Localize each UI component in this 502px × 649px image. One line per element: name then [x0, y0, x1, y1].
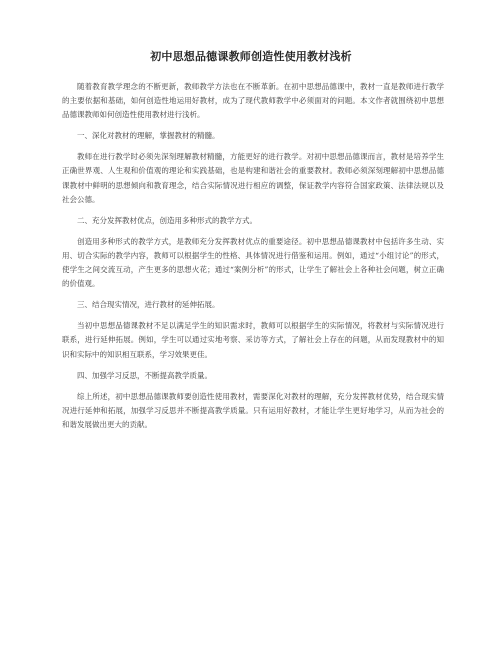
document-title: 初中思想品德课教师创造性使用教材浅析: [150, 50, 352, 63]
section-4-heading: 四、加强学习反思，不断提高教学质量。: [77, 370, 212, 380]
section-4-paragraph: 综上所述，初中思想品德课教师要创造性使用教材，需要深化对教材的理解，充分发挥教材优势，结合现实情况进行延伸和拓展，加强学习反思并不断提高教学质量。只有运用好教材，才能让学生更好地学习，从而为社会的和谐发展做出更大的贡献。: [62, 391, 444, 429]
section-3-paragraph: 当初中思想品德课教材不足以满足学生的知识需求时，教师可以根据学生的实际情况，将教材与实际情况进行联系，进行延伸拓展。例如，学生可以通过实地考察、采访等方式，了解社会上存在的问题，从而发现教材中的知识和实际中的知识相互联系，学习效果更佳。: [62, 321, 444, 359]
section-3-heading: 三、结合现实情况，进行教材的延伸拓展。: [77, 300, 220, 310]
document-body: [62, 80, 444, 439]
section-1-paragraph: 教师在进行教学时必须先深刻理解教材精髓，方能更好的进行教学。对初中思想品德课而言，教材是培养学生正确世界观、人生观和价值观的理论和实践基础，也是构建和谐社会的重要教材。教师必须深刻理解初中思想品德课教材中鲜明的思想倾向和教育理念，结合实际情况进行相应的调整，保证教学内容符合国家政策、法律法规以及社会公德。: [62, 152, 444, 204]
intro-paragraph: 随着教育教学理念的不断更新，教师教学方法也在不断革新。在初中思想品德课中，教材一直是教师进行教学的主要依据和基础，如何创造性地运用好教材，成为了现代教师教学中必须面对的问题。本文作者就围绕初中思想品德课教师如何创造性使用教材进行浅析。: [62, 82, 444, 120]
section-2-heading: 二、充分发挥教材优点，创造用多种形式的教学方式。: [77, 215, 257, 225]
section-2-paragraph: 创造用多种形式的教学方式，是教师充分发挥教材优点的重要途径。初中思想品德课教材中包括许多生动、实用、切合实际的教学内容，教师可以根据学生的性格、具体情况进行借鉴和运用。例如，通过“小组讨论”的形式，使学生之间交流互动，产生更多的思想火花；通过“案例分析”的形式，让学生了解社会上各种社会问题，树立正确的价值观。: [62, 236, 444, 289]
section-1-heading: 一、深化对教材的理解，掌握教材的精髓。: [77, 131, 220, 141]
